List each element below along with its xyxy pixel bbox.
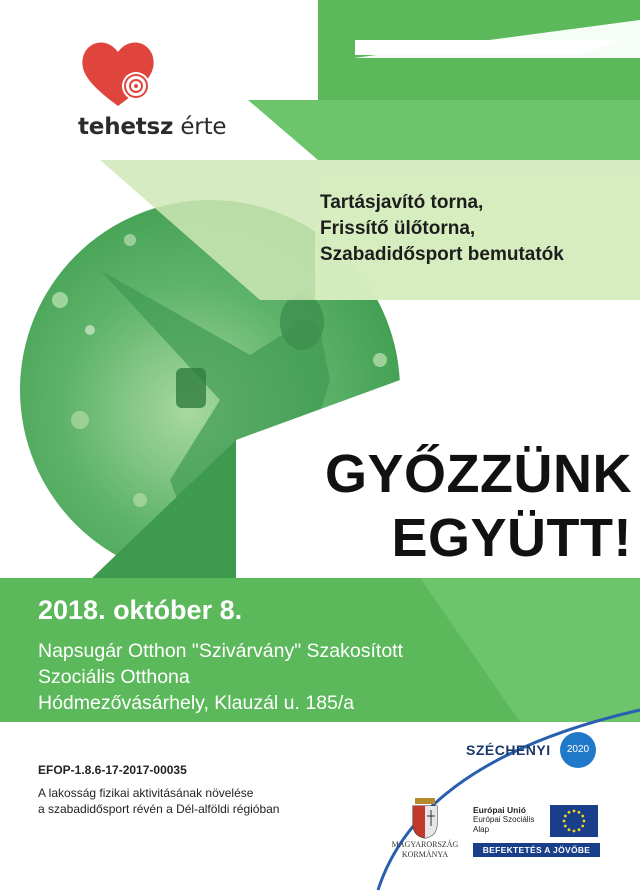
- project-description: [38, 785, 279, 817]
- project-description-line: a szabadidősport révén a Dél-alföldi régióban: [38, 802, 280, 816]
- heart-target-icon: [78, 34, 158, 112]
- event-place-line: Hódmezővásárhely, Klauzál u. 185/a: [38, 692, 355, 714]
- headline-line: EGYÜTT!: [391, 508, 632, 568]
- activity-item: Frissítő ülőtorna,: [320, 218, 476, 239]
- szechenyi-2020-badge: 2020: [560, 732, 596, 768]
- government-label: [380, 840, 470, 860]
- activity-item: Tartásjavító torna,: [320, 192, 484, 213]
- project-code: EFOP-1.8.6-17-2017-00035: [38, 763, 187, 777]
- brand-name-light: érte: [173, 114, 227, 140]
- eu-fund-line: Alap: [473, 825, 490, 834]
- event-date: 2018. október 8.: [38, 595, 243, 625]
- brand-name: [78, 114, 228, 140]
- hungarian-coat-of-arms-icon: [395, 796, 455, 840]
- eu-fund-line: Európai Szociális: [473, 815, 535, 824]
- eu-title: Európai Unió: [473, 805, 526, 815]
- headline-line: GYŐZZÜNK: [325, 444, 632, 504]
- eu-flag-icon: [550, 805, 598, 837]
- event-place-line: Szociális Otthona: [38, 666, 190, 688]
- brand-name-bold: tehetsz: [78, 114, 174, 140]
- event-place-line: Napsugár Otthon "Szivárvány" Szakosított: [38, 640, 404, 662]
- event-place: [38, 638, 403, 716]
- invest-slogan: BEFEKTETÉS A JÖVŐBE: [473, 843, 600, 857]
- headline: [262, 442, 632, 570]
- project-description-line: A lakosság fizikai aktivitásának növelése: [38, 786, 254, 800]
- brand-logo: [78, 34, 228, 144]
- government-label-line: KORMÁNYA: [401, 850, 449, 859]
- szechenyi-label: SZÉCHENYI: [466, 742, 551, 758]
- government-label-line: MAGYARORSZÁG: [391, 840, 459, 849]
- activities-list: [320, 190, 620, 268]
- activity-item: Szabadidősport bemutatók: [320, 244, 564, 265]
